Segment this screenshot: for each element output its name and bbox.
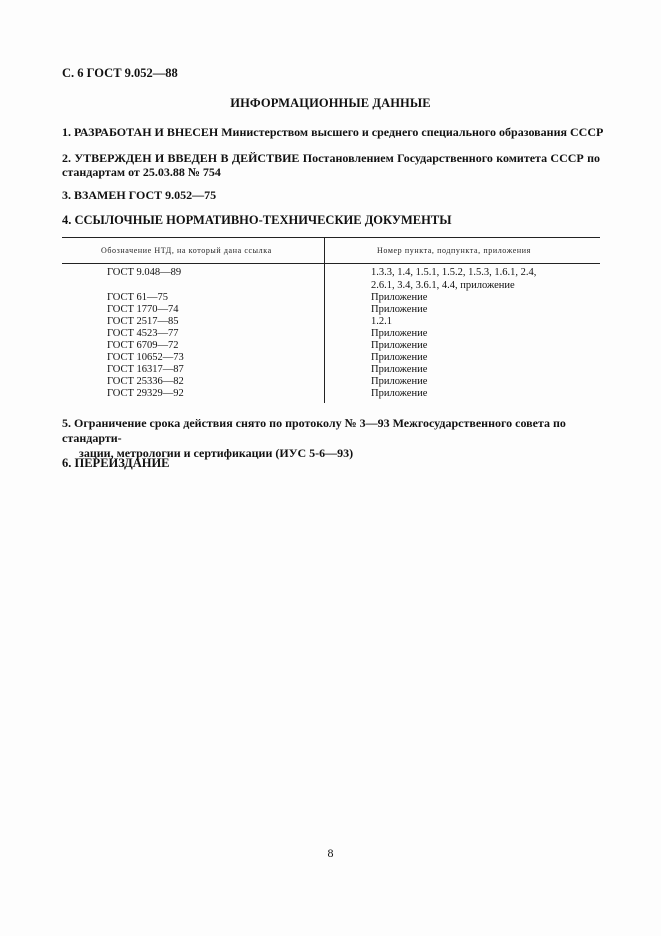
table-cell-gost: ГОСТ 61—75 [107,292,169,303]
table-header-designation: Обозначение НТД, на который дана ссылка [101,246,272,255]
section-developed-text: Министерством высшего и среднего специального образования СССР [221,125,604,139]
table-cell-gost: ГОСТ 1770—74 [107,304,179,315]
table-header-border [62,263,600,264]
table-cell-ref: Приложение [371,292,428,303]
section-approved [62,151,600,179]
table-cell-ref: 1.3.3, 1.4, 1.5.1, 1.5.2, 1.5.3, 1.6.1, 2.4, [371,267,537,278]
section-references-heading: 4. ССЫЛОЧНЫЕ НОРМАТИВНО-ТЕХНИЧЕСКИЕ ДОКУМЕНТЫ [62,213,452,227]
section-developed [62,125,603,140]
document-title: ИНФОРМАЦИОННЫЕ ДАННЫЕ [230,96,431,110]
page-header: С. 6 ГОСТ 9.052—88 [62,66,178,80]
table-cell-ref: Приложение [371,304,428,315]
table-cell-gost: ГОСТ 2517—85 [107,316,179,327]
table-top-border [62,237,600,238]
table-cell-ref: 1.2.1 [371,316,392,327]
table-cell-ref: Приложение [371,388,428,399]
table-cell-gost: ГОСТ 10652—73 [107,352,184,363]
section-validity [62,416,600,461]
section-developed-lead: 1. РАЗРАБОТАН И ВНЕСЕН [62,125,219,139]
table-cell-gost: ГОСТ 29329—92 [107,388,184,399]
table-cell-ref: Приложение [371,340,428,351]
table-cell-ref: 2.6.1, 3.4, 3.6.1, 4.4, приложение [371,280,515,291]
table-cell-gost: ГОСТ 9.048—89 [107,267,182,278]
table-cell-gost: ГОСТ 4523—77 [107,328,179,339]
table-header-clause: Номер пункта, подпункта, приложения [377,246,531,255]
section-replaces: 3. ВЗАМЕН ГОСТ 9.052—75 [62,188,217,202]
section-approved-text: Постановлением Государственного комитета СССР по стандартам от 25.03.88 № 754 [62,151,601,179]
table-cell-gost: ГОСТ 25336—82 [107,376,184,387]
table-cell-ref: Приложение [371,328,428,339]
section-reissue: 6. ПЕРЕИЗДАНИЕ [62,456,170,470]
section-validity-line1: 5. Ограничение срока действия снято по протоколу № 3—93 Межгосударственного совета по стандарти- [62,416,566,445]
page-number: 8 [327,846,334,860]
table-cell-ref: Приложение [371,376,428,387]
table-cell-ref: Приложение [371,364,428,375]
table-cell-gost: ГОСТ 6709—72 [107,340,179,351]
table-cell-ref: Приложение [371,352,428,363]
table-column-divider [324,237,325,403]
section-approved-lead: 2. УТВЕРЖДЕН И ВВЕДЕН В ДЕЙСТВИЕ [62,151,300,165]
section-validity-line2: зации, метрологии и сертификации (ИУС 5-6—93) [79,446,354,460]
table-cell-gost: ГОСТ 16317—87 [107,364,184,375]
